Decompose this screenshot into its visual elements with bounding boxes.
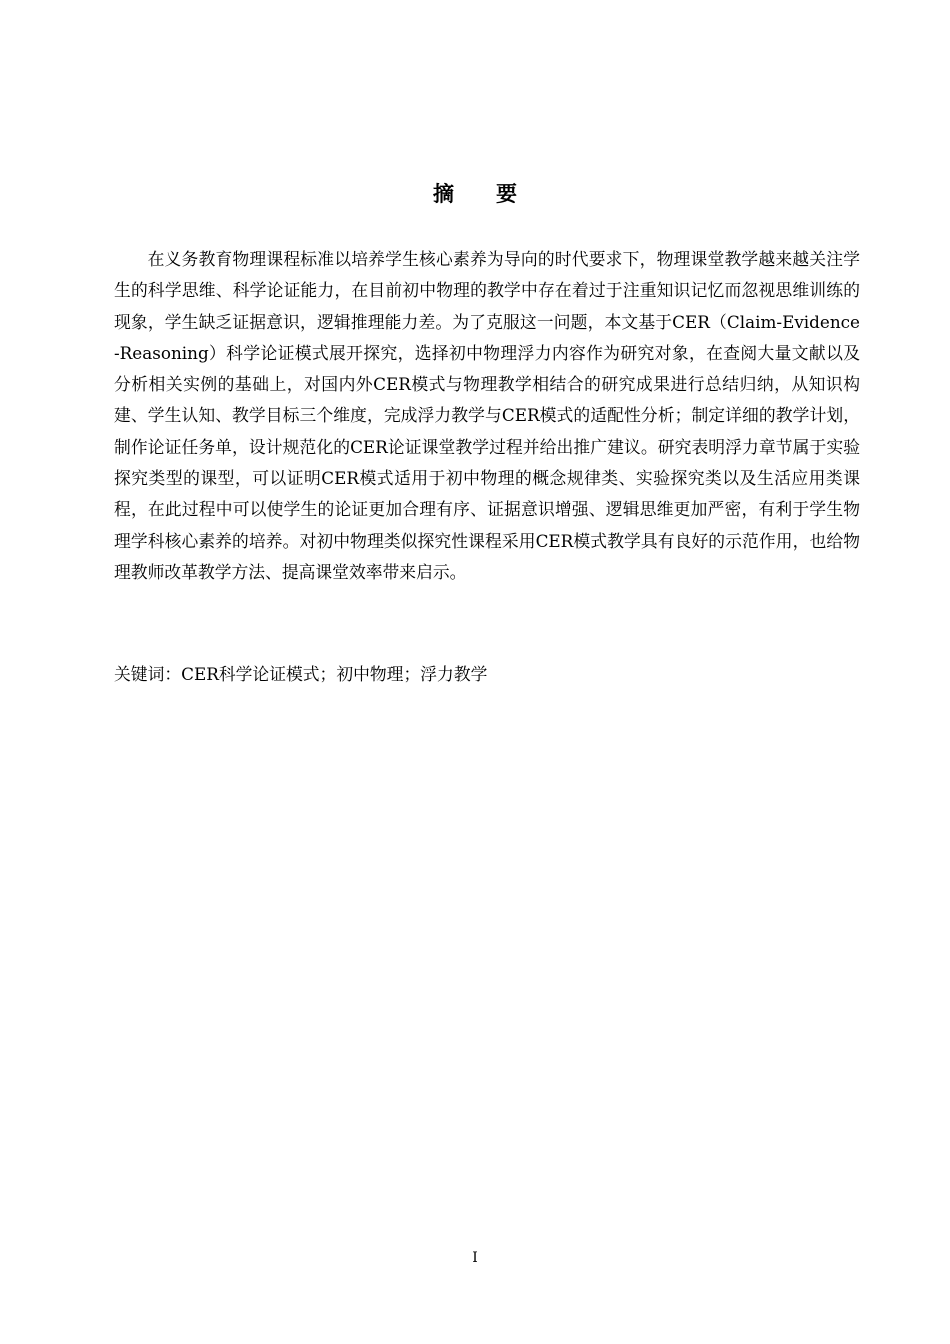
abstract-body: 在义务教育物理课程标准以培养学生核心素养为导向的时代要求下，物理课堂教学越来越关注学生的科学思维、科学论证能力，在目前初中物理的教学中存在着过于注重知识记忆而忽视思维训练的现象，学生缺乏证据意识，逻辑推理能力差。为了克服这一问题，本文基于CER（Claim-Evidence-Reasoning）科学论证模式展开探究，选择初中物理浮力内容作为研究对象，在查阅大量文献以及分析相关实例的基础上，对国内外CER模式与物理教学相结合的研究成果进行总结归纳，从知识构建、学生认知、教学目标三个维度，完成浮力教学与CER模式的适配性分析；制定详细的教学计划，制作论证任务单，设计规范化的CER论证课堂教学过程并给出推广建议。研究表明浮力章节属于实验探究类型的课型，可以证明CER模式适用于初中物理的概念规律类、实验探究类以及生活应用类课程，在此过程中可以使学生的论证更加合理有序、证据意识增强、逻辑思维更加严密，有利于学生物理学科核心素养的培养。对初中物理类似探究性课程采用CER模式教学具有良好的示范作用，也给物理教师改革教学方法、提高课堂效率带来启示。 <box>114 249 860 582</box>
page-number: I <box>472 1250 478 1266</box>
keywords-line <box>114 659 860 690</box>
abstract-heading <box>0 178 950 210</box>
keywords-text: CER科学论证模式；初中物理；浮力教学 <box>181 664 488 684</box>
abstract-heading-char-2: 要 <box>496 182 517 206</box>
keywords-label: 关键词： <box>114 664 182 684</box>
abstract-heading-char-1: 摘 <box>433 182 454 206</box>
